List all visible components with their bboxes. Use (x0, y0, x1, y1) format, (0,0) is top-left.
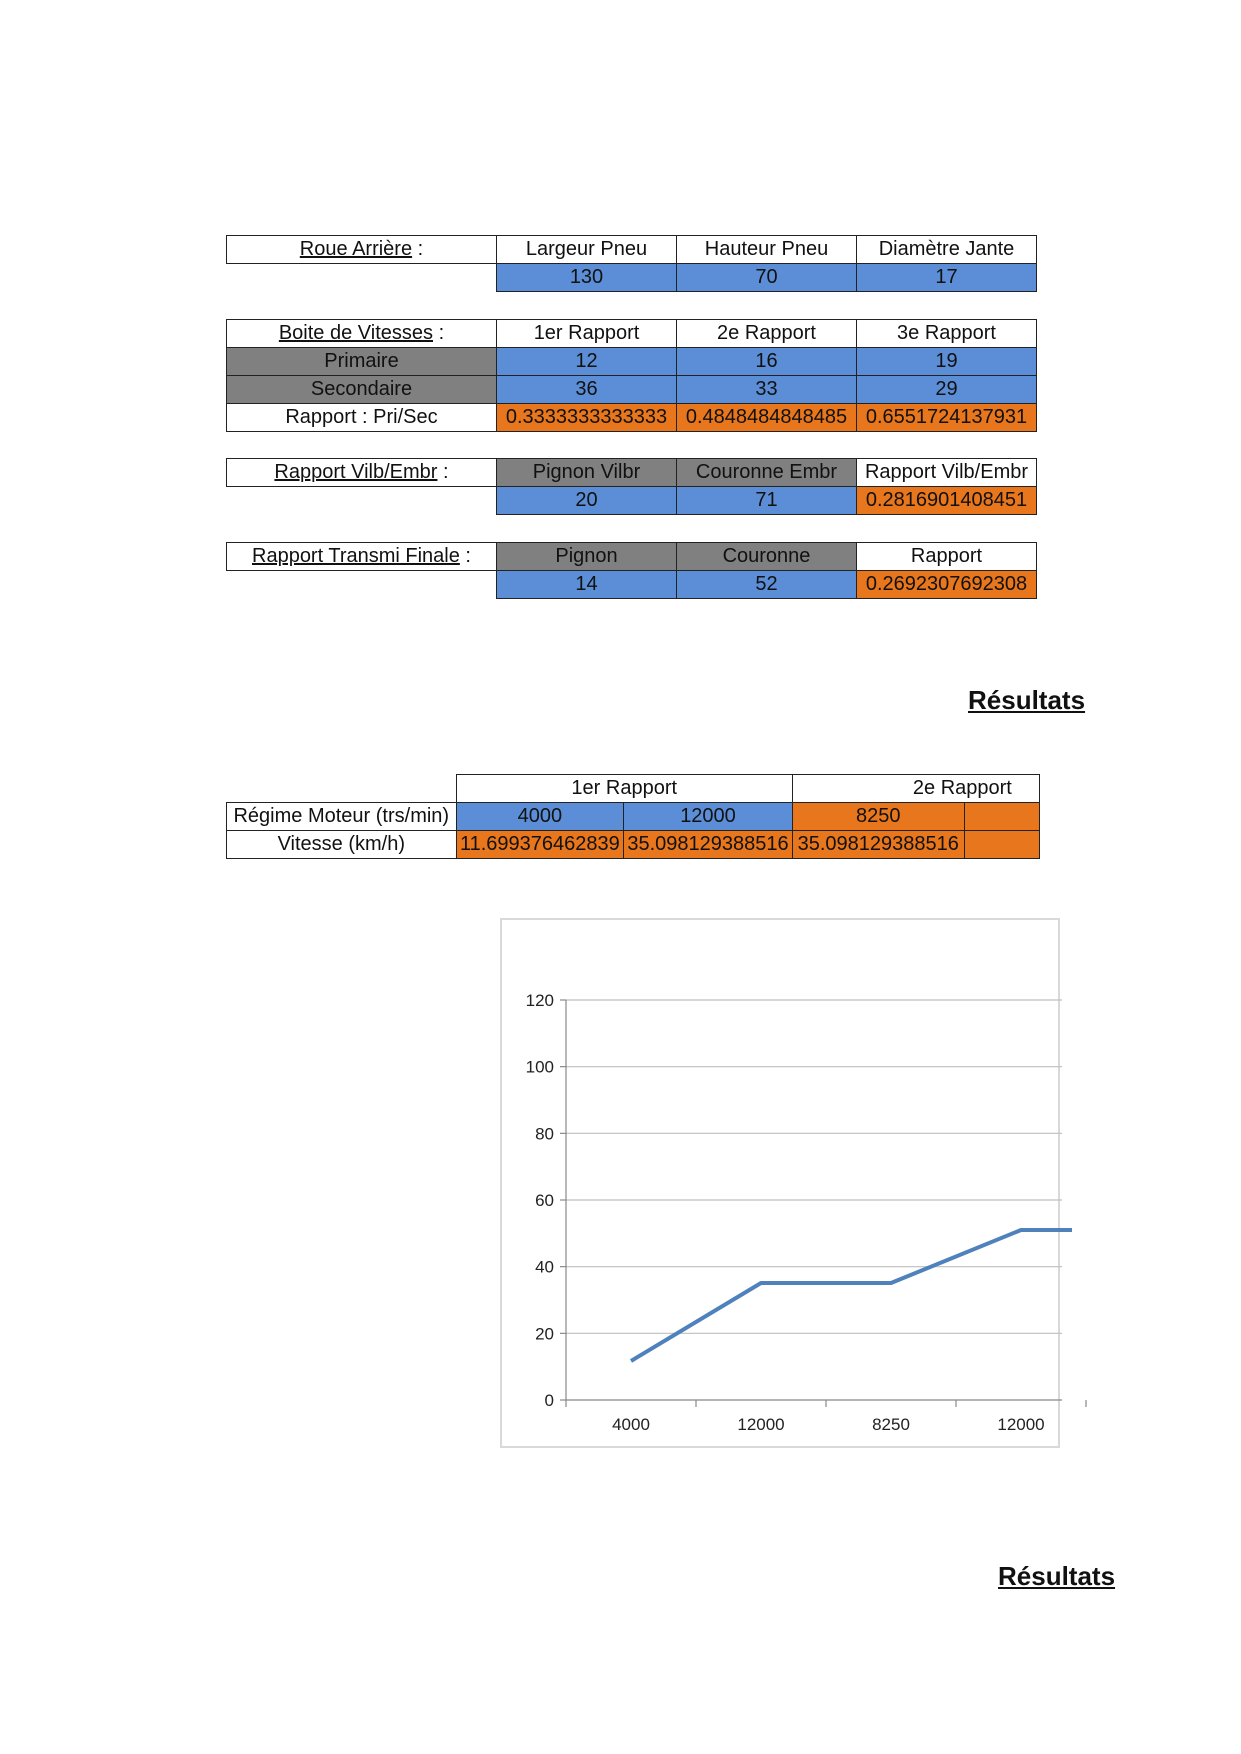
speed-label: Vitesse (km/h) (227, 831, 457, 859)
results-gear1-header: 1er Rapport (456, 775, 792, 803)
x-tick-label-1: 12000 (737, 1415, 785, 1434)
secondary-label: Secondaire (227, 376, 497, 404)
x-tick-label-0: 4000 (612, 1415, 650, 1434)
y-tick-label-60: 60 (535, 1191, 554, 1210)
table-row (227, 376, 1037, 404)
rpm-value-2[interactable]: 12000 (624, 803, 793, 831)
empty-cell (227, 775, 457, 803)
crank-clutch-ratio-value[interactable]: 0.2816901408451 (857, 487, 1037, 515)
empty-cell (227, 264, 497, 292)
rpm-value-3[interactable]: 8250 (792, 803, 964, 831)
primary-gear3[interactable]: 19 (857, 348, 1037, 376)
ratio-gear1[interactable]: 0.3333333333333 (497, 404, 677, 432)
pinion-header: Pignon (497, 543, 677, 571)
crank-pinion-header: Pignon Vilbr (497, 459, 677, 487)
crank-clutch-ratio-header: Rapport Vilb/Embr (857, 459, 1037, 487)
y-tick-label-100: 100 (525, 1057, 554, 1077)
speed-chart[interactable] (500, 918, 1060, 1448)
speed-value-2[interactable]: 35.098129388516 (624, 831, 793, 859)
results-table (226, 774, 1040, 859)
results-gear2-header: 2e Rapport (792, 775, 1039, 803)
rpm-label: Régime Moteur (trs/min) (227, 803, 457, 831)
gearbox-table (226, 319, 1037, 432)
primary-gear2[interactable]: 16 (677, 348, 857, 376)
crank-clutch-table (226, 458, 1037, 515)
clutch-crown-value[interactable]: 71 (677, 487, 857, 515)
crank-pinion-value[interactable]: 20 (497, 487, 677, 515)
crown-header: Couronne (677, 543, 857, 571)
rpm-value-4[interactable] (964, 803, 1039, 831)
table-row (227, 404, 1037, 432)
tire-width-header: Largeur Pneu (497, 236, 677, 264)
ratio-label: Rapport : Pri/Sec (227, 404, 497, 432)
gear2-header: 2e Rapport (677, 320, 857, 348)
series-line-0 (631, 1230, 1072, 1361)
primary-gear1[interactable]: 12 (497, 348, 677, 376)
y-tick-label-20: 20 (535, 1324, 554, 1344)
gearbox-label: Boite de Vitesses : (227, 320, 497, 348)
clutch-crown-header: Couronne Embr (677, 459, 857, 487)
ratio-gear3[interactable]: 0.6551724137931 (857, 404, 1037, 432)
final-drive-table (226, 542, 1037, 599)
secondary-gear1[interactable]: 36 (497, 376, 677, 404)
x-tick-label-2: 8250 (872, 1415, 910, 1434)
rear-wheel-label: Roue Arrière : (227, 236, 497, 264)
rim-diameter-value[interactable]: 17 (857, 264, 1037, 292)
empty-cell (227, 571, 497, 599)
ratio-gear2[interactable]: 0.4848484848485 (677, 404, 857, 432)
chart-svg (502, 920, 1062, 1450)
tire-width-value[interactable]: 130 (497, 264, 677, 292)
secondary-gear3[interactable]: 29 (857, 376, 1037, 404)
secondary-gear2[interactable]: 33 (677, 376, 857, 404)
rim-diameter-header: Diamètre Jante (857, 236, 1037, 264)
y-tick-label-40: 40 (535, 1257, 554, 1277)
chart-tick-labels (526, 991, 1045, 1434)
final-ratio-value[interactable]: 0.2692307692308 (857, 571, 1037, 599)
x-tick-label-3: 12000 (997, 1415, 1045, 1434)
table-row (227, 803, 1040, 831)
chart-axes (560, 1000, 1086, 1407)
tire-height-header: Hauteur Pneu (677, 236, 857, 264)
chart-series (631, 1230, 1072, 1361)
crank-clutch-label: Rapport Vilb/Embr : (227, 459, 497, 487)
speed-value-4[interactable] (964, 831, 1039, 859)
table-row (227, 831, 1040, 859)
pinion-value[interactable]: 14 (497, 571, 677, 599)
rpm-value-1[interactable]: 4000 (456, 803, 624, 831)
tire-height-value[interactable]: 70 (677, 264, 857, 292)
y-tick-label-120: 120 (525, 991, 554, 1010)
final-ratio-header: Rapport (857, 543, 1037, 571)
speed-value-3[interactable]: 35.098129388516 (792, 831, 964, 859)
y-tick-label-80: 80 (535, 1124, 554, 1144)
speed-value-1[interactable]: 11.699376462839 (456, 831, 624, 859)
primary-label: Primaire (227, 348, 497, 376)
rear-wheel-table (226, 235, 1037, 292)
results-title: Résultats (968, 685, 1086, 715)
final-drive-label: Rapport Transmi Finale : (227, 543, 497, 571)
gear3-header: 3e Rapport (857, 320, 1037, 348)
gear1-header: 1er Rapport (497, 320, 677, 348)
crown-value[interactable]: 52 (677, 571, 857, 599)
table-row (227, 348, 1037, 376)
results-title-2: Résultats (998, 1561, 1116, 1591)
empty-cell (227, 487, 497, 515)
y-tick-label-0: 0 (544, 1391, 554, 1410)
